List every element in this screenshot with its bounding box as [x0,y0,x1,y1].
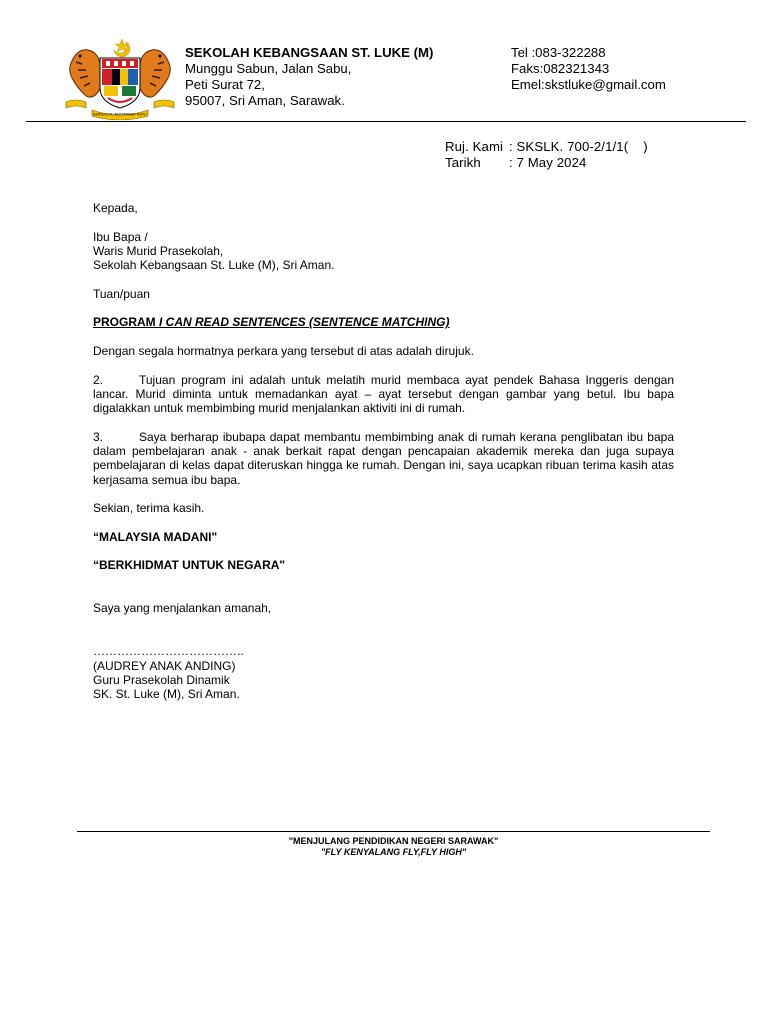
school-name: SEKOLAH KEBANGSAAN ST. LUKE (M) [185,45,434,60]
recipient-line: Waris Murid Prasekolah, [93,243,224,258]
contact-block [511,45,666,93]
svg-text:BERSEKUTU BERTAMBAH MUTU: BERSEKUTU BERTAMBAH MUTU [93,112,147,117]
paragraph-2-text: Tujuan program ini adalah untuk melatih murid membaca ayat pendek Bahasa Inggeris dengan lancar. Murid diminta untuk memadankan ayat – ayat tersebut dengan gambar yang betul. Ibu bapa digalakkan untuk membimbing murid menjalankan aktiviti ini di rumah. [93,372,674,416]
date-value: : 7 May 2024 [509,155,587,170]
footer-tagline: "FLY KENYALANG FLY,FLY HIGH" [320,847,467,857]
slogan-malaysia-madani: “MALAYSIA MADANI" [93,529,218,544]
signatory-title: Guru Prasekolah Dinamik [93,672,230,687]
school-address-block [185,45,433,109]
address-line: Peti Surat 72, [185,77,265,92]
telephone: Tel :083-322288 [511,45,606,60]
reference-value: : SKSLK. 700-2/1/1( ) [509,139,648,154]
slogan-berkhidmat: “BERKHIDMAT UNTUK NEGARA" [93,558,286,573]
signature-line: ……………………………….. [93,644,244,659]
recipient-line: Sekolah Kebangsaan St. Luke (M), Sri Aman. [93,258,335,273]
footer-motto: "MENJULANG PENDIDIKAN NEGERI SARAWAK" [288,836,499,846]
address-line: 95007, Sri Aman, Sarawak. [185,93,345,108]
signatory-name: (AUDREY ANAK ANDING) [93,658,236,673]
closing: Sekian, terima kasih. [93,501,205,516]
letter-body [93,201,674,701]
subject-line [93,315,674,329]
address-line: Munggu Sabun, Jalan Sabu, [185,61,352,76]
greeting: Tuan/puan [93,286,150,301]
paragraph-number: 2. [93,372,104,387]
paragraph-3 [93,430,674,487]
email: Emel:skstluke@gmail.com [511,77,666,92]
footer-divider [77,831,710,832]
malaysia-coat-of-arms-icon [62,36,178,120]
paragraph-2 [93,373,674,416]
footer [77,836,710,858]
date-label: Tarikh [445,155,481,170]
header-divider [26,121,746,122]
subject-title: I CAN READ SENTENCES (SENTENCE MATCHING) [159,315,450,330]
paragraph-number: 3. [93,429,104,444]
paragraph-3-text: Saya berharap ibubapa dapat membantu membimbing anak di rumah kerana penglibatan ibu bapa dalam pembelajaran anak - anak berkait rapat dengan pencapaian akademik mereka dan juga supaya pembelajaran di kelas dapat diteruskan hingga ke rumah. Dengan ini, saya ucapkan ribuan terima kasih atas kerjasama semua ibu bapa. [93,429,674,487]
subject-prefix: PROGRAM [93,315,159,330]
fax: Faks:082321343 [511,61,610,76]
reference-label: Ruj. Kami [445,139,504,154]
paragraph-1: Dengan segala hormatnya perkara yang tersebut di atas adalah dirujuk. [93,343,474,358]
signature-intro: Saya yang menjalankan amanah, [93,601,272,616]
signatory-school: SK. St. Luke (M), Sri Aman. [93,687,240,702]
reference-block [445,139,648,171]
recipient-line: Ibu Bapa / [93,229,148,244]
salutation: Kepada, [93,201,138,215]
